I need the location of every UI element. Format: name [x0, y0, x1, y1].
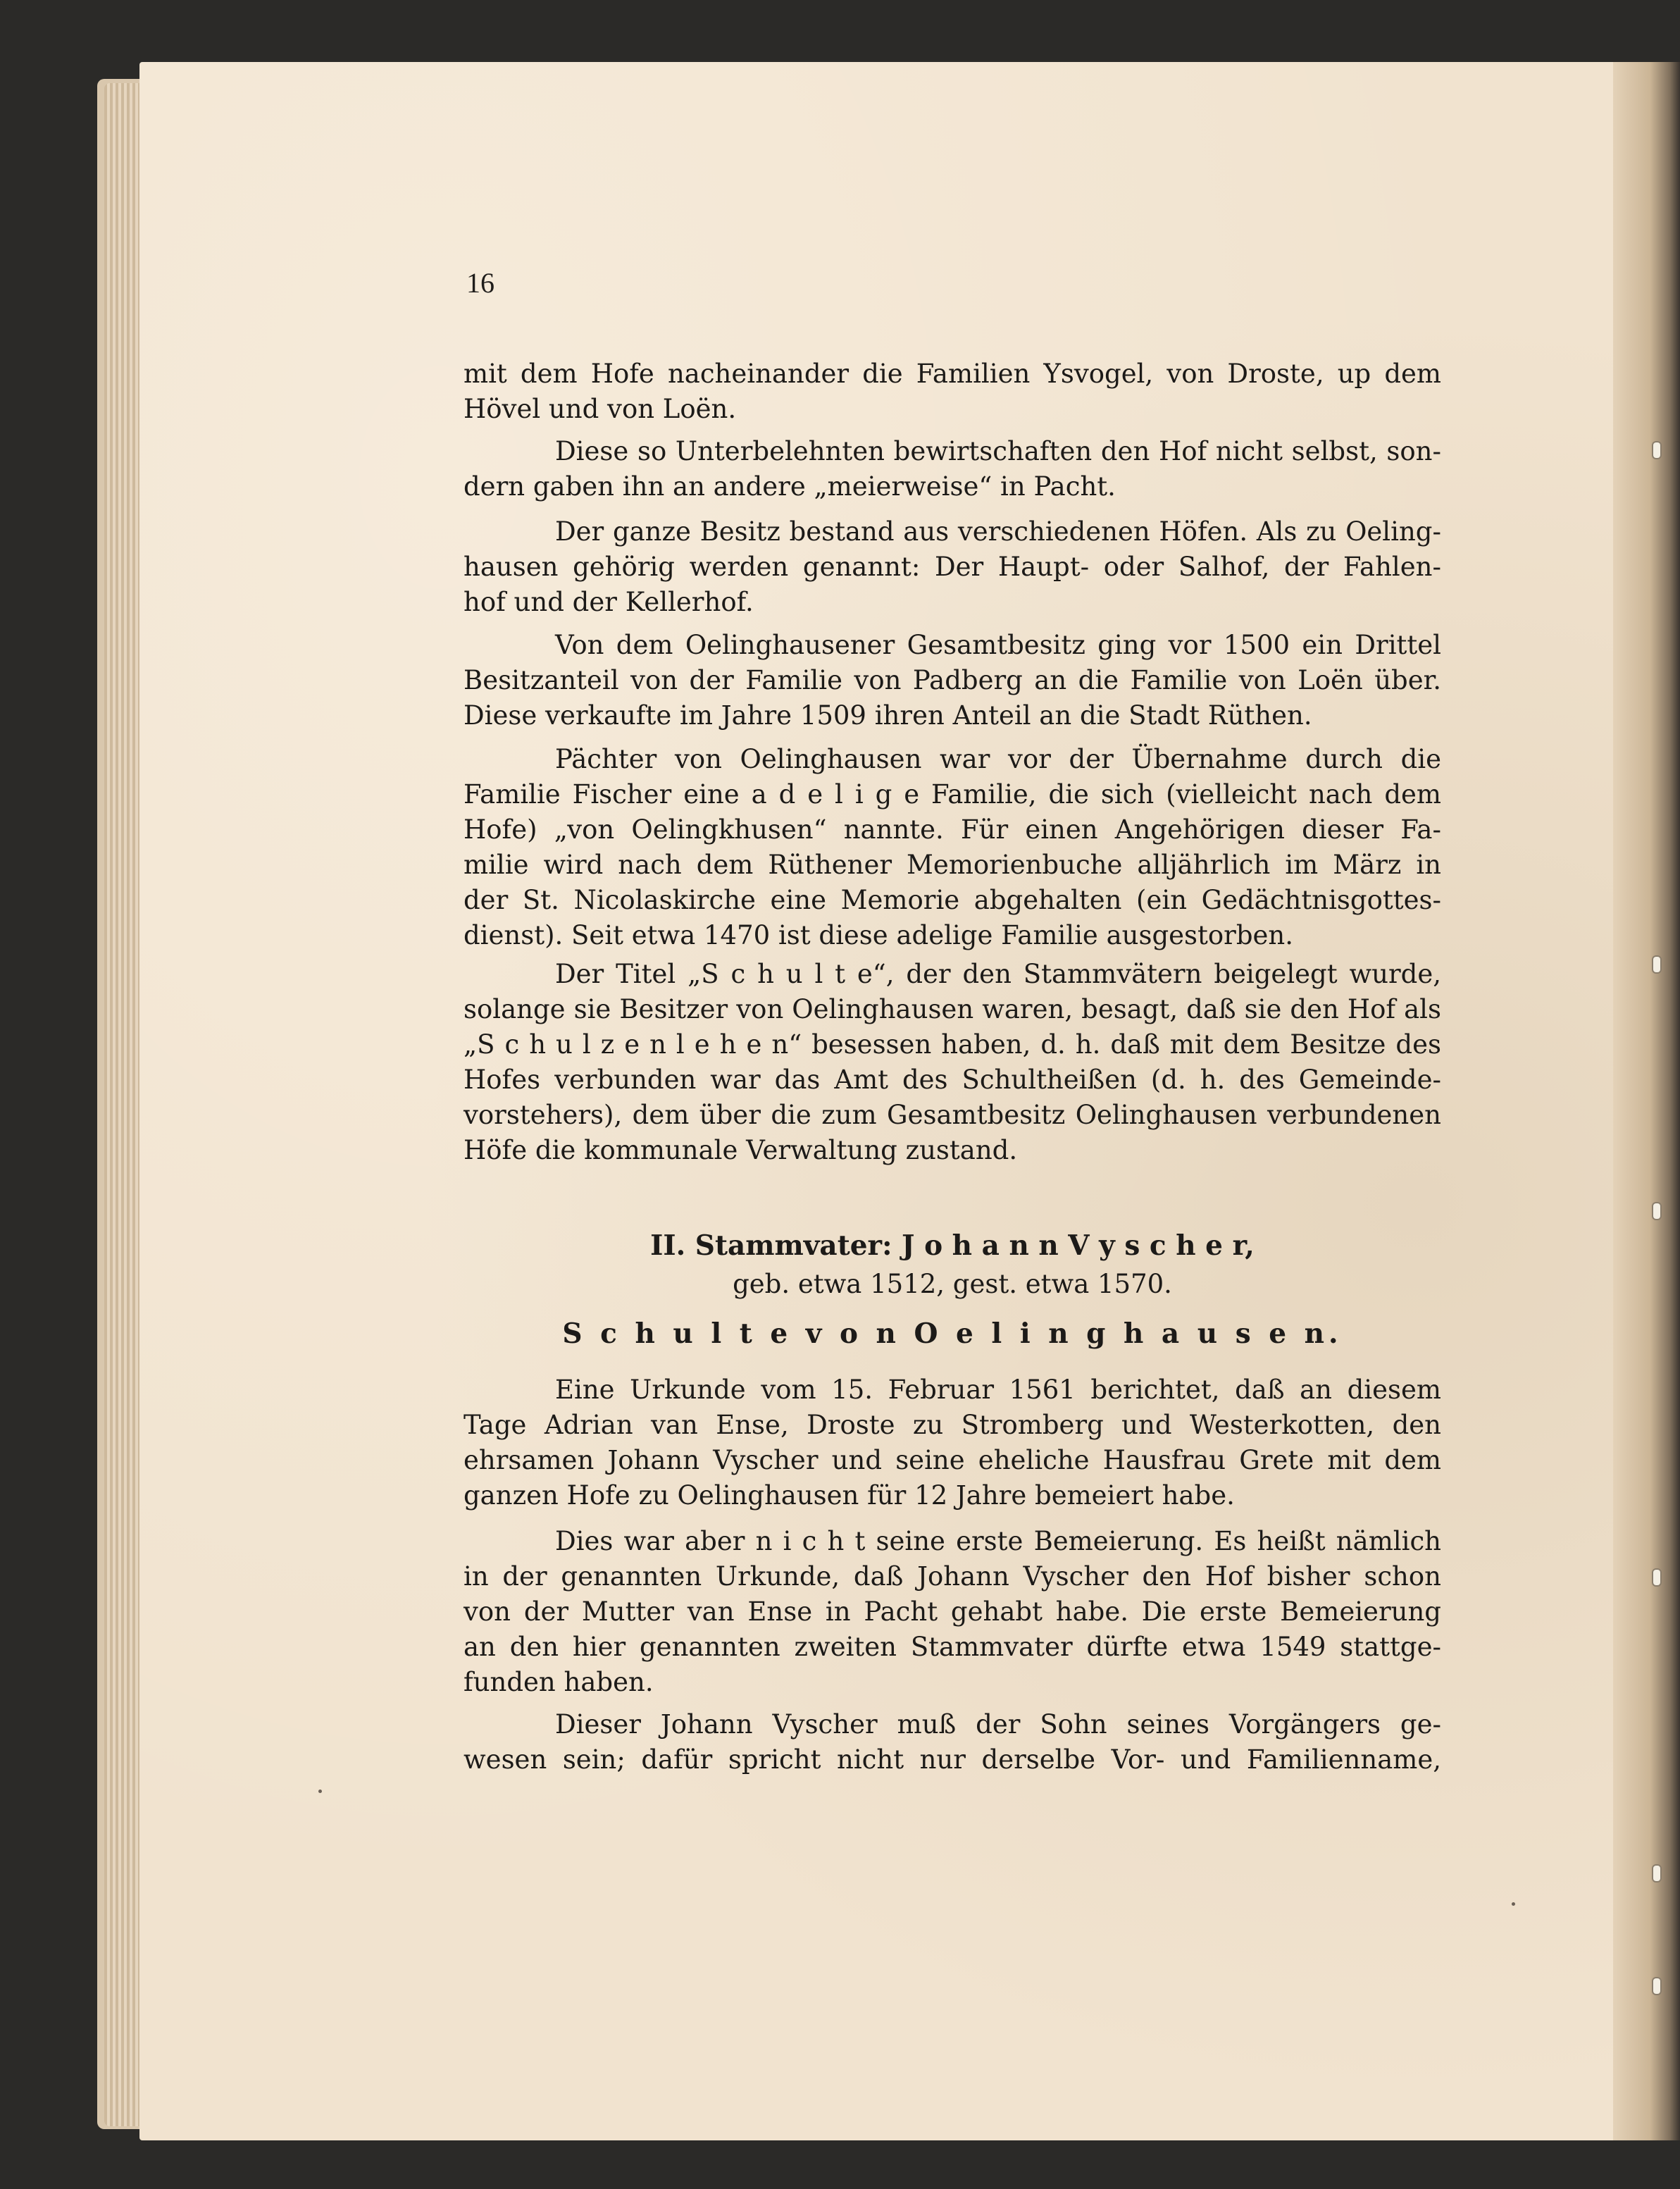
page-number: 16: [466, 267, 494, 299]
section-heading: II. Stammvater: J o h a n n V y s c h e r,: [650, 1229, 1255, 1262]
binding-stitch: [1653, 442, 1660, 458]
text-line: milie wird nach dem Rüthener Memorienbuche alljährlich im März in: [463, 850, 1441, 880]
text-line: dienst). Seit etwa 1470 ist diese adelige Familie ausgestorben.: [463, 920, 1294, 950]
text-line: Pächter von Oelinghausen war vor der Übernahme durch die: [555, 744, 1441, 774]
text-line: von der Mutter van Ense in Pacht gehabt habe. Die erste Bemeierung: [463, 1596, 1441, 1627]
text-line: solange sie Besitzer von Oelinghausen waren, besagt, daß sie den Hof als: [463, 994, 1441, 1024]
section-subheading: geb. etwa 1512, gest. etwa 1570.: [733, 1269, 1172, 1299]
binding-stitch: [1653, 1866, 1660, 1881]
text-line: vorstehers), dem über die zum Gesamtbesitz Oelinghausen verbundenen: [463, 1100, 1441, 1130]
text-line: Diese so Unterbelehnten bewirtschaften den Hof nicht selbst, son-: [555, 436, 1441, 466]
text-line: an den hier genannten zweiten Stammvater dürfte etwa 1549 stattge-: [463, 1632, 1441, 1662]
section-title: S c h u l t e v o n O e l i n g h a u s e n.: [562, 1317, 1343, 1350]
text-line: Von dem Oelinghausener Gesamtbesitz ging vor 1500 ein Drittel: [555, 630, 1441, 660]
text-line: hof und der Kellerhof.: [463, 587, 754, 617]
text-line: Familie Fischer eine a d e l i g e Familie, die sich (vielleicht nach dem: [463, 779, 1441, 810]
text-line: Eine Urkunde vom 15. Februar 1561 berichtet, daß an diesem: [555, 1375, 1441, 1405]
text-line: Höfe die kommunale Verwaltung zustand.: [463, 1135, 1018, 1165]
text-line: dern gaben ihn an andere „meierweise“ in Pacht.: [463, 471, 1116, 502]
text-line: Der Titel „S c h u l t e“, der den Stammvätern beigelegt wurde,: [555, 959, 1441, 989]
book-gutter: [1613, 62, 1680, 2140]
text-line: mit dem Hofe nacheinander die Familien Ysvogel, von Droste, up dem: [463, 359, 1441, 389]
text-line: Hofes verbunden war das Amt des Schultheißen (d. h. des Gemeinde-: [463, 1065, 1441, 1095]
text-line: Hövel und von Loën.: [463, 394, 737, 424]
paper-speck: [318, 1790, 322, 1793]
binding-stitch: [1653, 957, 1660, 972]
text-line: Hofe) „von Oelingkhusen“ nannte. Für einen Angehörigen dieser Fa-: [463, 814, 1441, 845]
paper-speck: [1512, 1902, 1515, 1906]
text-line: wesen sein; dafür spricht nicht nur derselbe Vor- und Familienname,: [463, 1744, 1441, 1775]
text-line: Diese verkaufte im Jahre 1509 ihren Anteil an die Stadt Rüthen.: [463, 700, 1312, 731]
text-line: ganzen Hofe zu Oelinghausen für 12 Jahre bemeiert habe.: [463, 1480, 1235, 1511]
binding-stitch: [1653, 1203, 1660, 1219]
text-line: Dies war aber n i c h t seine erste Bemeierung. Es heißt nämlich: [555, 1526, 1441, 1556]
text-line: ehrsamen Johann Vyscher und seine eheliche Hausfrau Grete mit dem: [463, 1445, 1441, 1475]
text-line: der St. Nicolaskirche eine Memorie abgehalten (ein Gedächtnisgottes-: [463, 885, 1441, 915]
text-line: Tage Adrian van Ense, Droste zu Stromberg und Westerkotten, den: [463, 1410, 1441, 1440]
binding-stitch: [1653, 1570, 1660, 1585]
text-line: Besitzanteil von der Familie von Padberg an die Familie von Loën über.: [463, 665, 1441, 695]
text-line: funden haben.: [463, 1667, 654, 1697]
text-line: Der ganze Besitz bestand aus verschiedenen Höfen. Als zu Oeling-: [555, 516, 1441, 547]
text-line: hausen gehörig werden genannt: Der Haupt- oder Salhof, der Fahlen-: [463, 552, 1441, 582]
text-line: in der genannten Urkunde, daß Johann Vyscher den Hof bisher schon: [463, 1561, 1441, 1592]
text-line: „S c h u l z e n l e h e n“ besessen haben, d. h. daß mit dem Besitze des: [463, 1029, 1441, 1060]
text-line: Dieser Johann Vyscher muß der Sohn seines Vorgängers ge-: [555, 1709, 1441, 1740]
binding-stitch: [1653, 1978, 1660, 1994]
